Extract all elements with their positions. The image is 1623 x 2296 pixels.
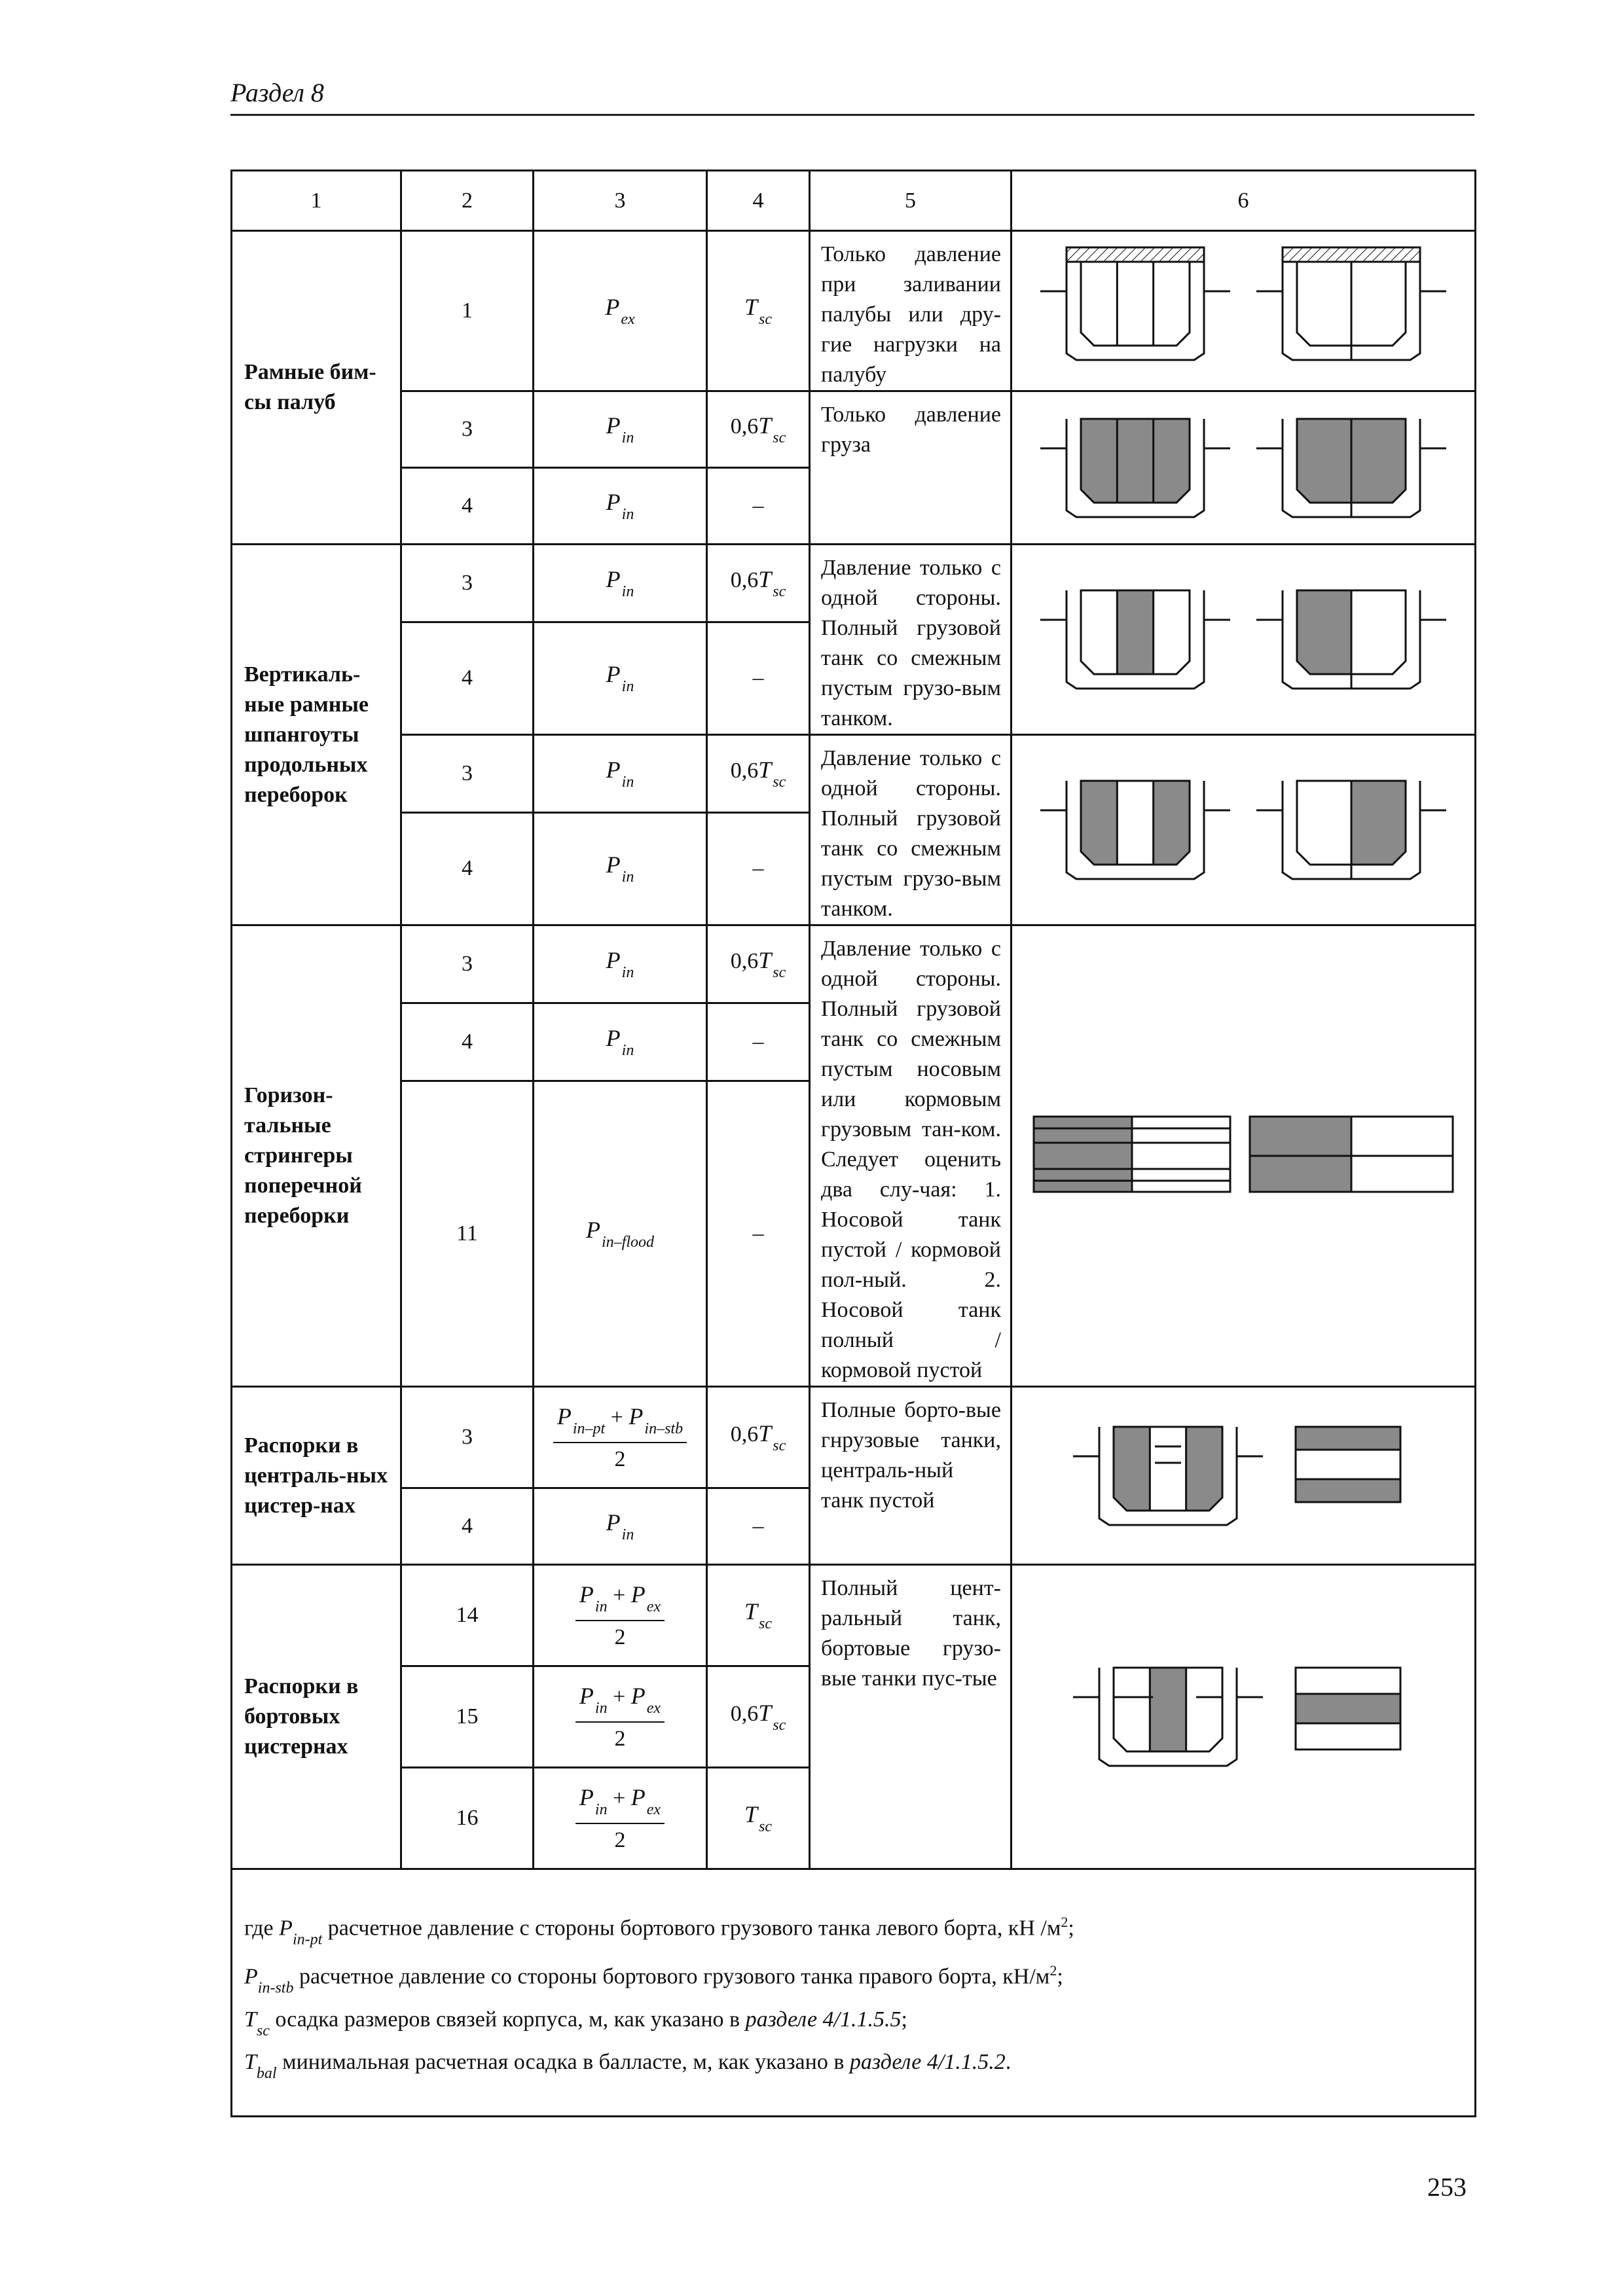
load-symbol <box>606 412 634 446</box>
draught-value <box>744 1801 773 1835</box>
symbol-sub: in <box>621 964 634 981</box>
footnote-tail: ; <box>1068 1916 1074 1941</box>
footnote-text: минимальная расчетная осадка в балласте, м, как указано в <box>282 2049 850 2074</box>
load-case-cell: 3 <box>401 735 534 813</box>
load-cell <box>534 1387 707 1488</box>
symbol-sub: in <box>621 1042 634 1060</box>
footnote-text: расчетное давление с стороны бортового грузового танка левого борта, кН /м <box>327 1916 1061 1941</box>
draught-cell <box>707 925 810 1003</box>
draught-value <box>744 294 773 328</box>
description-cell: Давление только с одной стороны. Полный грузовой танк со смежным пустым грузо-вым танком. <box>810 735 1012 925</box>
draught-value <box>730 947 786 981</box>
load-case-cell: 11 <box>401 1081 534 1387</box>
footnote-where: где <box>244 1916 274 1941</box>
draught-coef: 0,6 <box>730 1422 759 1446</box>
symbol-var: P <box>556 1403 572 1429</box>
symbol-var: P <box>606 947 621 973</box>
symbol-sub: in–flood <box>601 1234 654 1251</box>
load-cell <box>534 1488 707 1565</box>
description-cell: Полные борто-вые гнрузовые танки, централь-ный танк пустой <box>810 1387 1012 1565</box>
structural-element-cell: Горизон-тальные стрингеры поперечной переборки <box>232 925 401 1387</box>
draught-value <box>730 1420 786 1454</box>
symbol-var: P <box>579 1581 594 1607</box>
col-header-2: 2 <box>401 171 534 231</box>
footnote-row <box>232 1869 1476 2117</box>
superscript: 2 <box>1061 1914 1068 1930</box>
symbol-sub: in <box>621 583 634 600</box>
symbol-sub: sc <box>773 1717 786 1734</box>
load-cell <box>534 812 707 925</box>
structural-element-cell: Распорки в централь-ных цистер-нах <box>232 1387 401 1565</box>
footnote-line <box>244 2004 1463 2047</box>
table-row <box>232 1387 1476 1488</box>
col-header-5: 5 <box>810 171 1012 231</box>
load-cell <box>534 468 707 545</box>
scheme-cross-tie-wings <box>1060 1401 1427 1551</box>
description-cell: Только давление груза <box>810 391 1012 545</box>
symbol-var: P <box>630 1683 646 1709</box>
load-case-cell: 1 <box>401 231 534 391</box>
load-case-cell: 4 <box>401 1488 534 1565</box>
symbol-sub: sc <box>773 429 786 446</box>
load-case-cell: 4 <box>401 812 534 925</box>
load-fraction <box>553 1403 687 1472</box>
symbol-sub: ex <box>646 1801 661 1818</box>
scheme-cell <box>1012 1565 1476 1869</box>
plus-sign: + <box>607 1685 631 1709</box>
symbol-sub: in <box>621 506 634 523</box>
symbol-sub: ex <box>646 1598 661 1615</box>
load-fraction <box>575 1682 665 1751</box>
table-row <box>232 925 1476 1003</box>
fraction-denominator: 2 <box>614 1447 626 1471</box>
draught-coef: 0,6 <box>730 758 759 783</box>
symbol-sub: sc <box>773 583 786 600</box>
symbol-sub: in-stb <box>257 1979 294 1997</box>
plus-sign: + <box>607 1786 631 1810</box>
scheme-cell <box>1012 925 1476 1387</box>
draught-value <box>753 856 764 880</box>
fraction-denominator: 2 <box>614 1727 626 1751</box>
load-symbol <box>606 489 634 523</box>
symbol-var: T <box>758 756 772 783</box>
footnote-cell <box>232 1869 1476 2117</box>
symbol-sub: sc <box>759 1615 773 1632</box>
load-symbol <box>606 1025 634 1060</box>
load-symbol <box>606 756 634 791</box>
fraction-numerator <box>575 1784 665 1824</box>
draught-coef: 0,6 <box>730 949 759 973</box>
symbol-var: T <box>744 1598 758 1624</box>
symbol-sub: in–stb <box>644 1420 684 1437</box>
load-case-cell: 4 <box>401 468 534 545</box>
symbol-var: T <box>758 565 772 592</box>
draught-cell <box>707 622 810 734</box>
footnote-text: осадка размеров связей корпуса, м, как указано в <box>275 2007 746 2032</box>
load-cell <box>534 925 707 1003</box>
footnote-tail: . <box>1005 2049 1012 2074</box>
plus-sign: + <box>605 1405 629 1429</box>
load-case-cell: 4 <box>401 622 534 734</box>
symbol-sub: sc <box>759 311 773 328</box>
fraction-numerator <box>553 1403 687 1443</box>
superscript: 2 <box>1049 1962 1057 1979</box>
load-case-cell: 14 <box>401 1565 534 1666</box>
symbol-var: T <box>244 2007 257 2032</box>
draught-coef: 0,6 <box>730 414 759 439</box>
load-cases-table <box>230 170 1476 2117</box>
load-cell <box>534 1666 707 1768</box>
symbol-sub: ex <box>646 1700 661 1717</box>
draught-cell <box>707 1387 810 1488</box>
symbol-var: P <box>585 1217 600 1244</box>
load-fraction <box>575 1581 665 1650</box>
symbol-var: T <box>758 947 772 973</box>
symbol-var: P <box>579 1784 594 1810</box>
symbol-var: P <box>630 1581 646 1607</box>
col-header-4: 4 <box>707 171 810 231</box>
scheme-wings-full <box>1027 755 1459 905</box>
table-row <box>232 231 1476 391</box>
symbol-sub: sc <box>773 964 786 981</box>
fraction-numerator <box>575 1581 665 1621</box>
draught-cell <box>707 1081 810 1387</box>
draught-cell <box>707 812 810 925</box>
scheme-cell <box>1012 391 1476 545</box>
symbol-var: P <box>629 1403 644 1429</box>
draught-cell <box>707 1666 810 1768</box>
section-reference: разделе 4/1.1.5.2 <box>849 2049 1006 2074</box>
symbol-sub: sc <box>256 2022 270 2039</box>
scheme-deck-cargo <box>1027 393 1459 543</box>
table-row <box>232 391 1476 468</box>
symbol-sub: sc <box>773 773 786 791</box>
footnote-text: расчетное давление со стороны бортового грузового танка правого борта, кН/м <box>299 1964 1050 1989</box>
symbol-var: P <box>579 1683 594 1709</box>
symbol-var: T <box>758 1700 772 1726</box>
draught-value <box>753 666 764 690</box>
dash: – <box>752 1514 764 1538</box>
symbol-var: T <box>744 294 758 320</box>
symbol-sub: in-pt <box>292 1931 323 1948</box>
symbol-var: P <box>606 565 621 592</box>
load-cell <box>534 735 707 813</box>
symbol-sub: in <box>621 869 634 886</box>
load-cell <box>534 622 707 734</box>
symbol-var: P <box>630 1784 646 1810</box>
symbol-var: P <box>605 294 620 320</box>
symbol-var: T <box>758 412 772 439</box>
footnote-tail: ; <box>1057 1964 1063 1989</box>
header-rule <box>230 114 1474 116</box>
load-symbol <box>606 947 634 981</box>
symbol-var: T <box>758 1420 772 1446</box>
draught-value <box>730 756 786 791</box>
structural-element-cell: Рамные бим-сы палуб <box>232 231 401 545</box>
load-case-cell: 16 <box>401 1768 534 1869</box>
description-cell: Давление только с одной стороны. Полный грузовой танк со смежным пустым носовым или кормовым грузовым тан-ком. Следует оценить два слу-чая: 1. Носовой танк пустой / кормовой пол-ный. 2. Носовой танк полный / кормовой пустой <box>810 925 1012 1387</box>
load-case-cell: 15 <box>401 1666 534 1768</box>
symbol-sub: sc <box>759 1818 773 1835</box>
symbol-var: P <box>606 756 621 783</box>
load-cell <box>534 1003 707 1081</box>
fraction-numerator <box>575 1682 665 1723</box>
draught-cell <box>707 391 810 468</box>
load-case-cell: 4 <box>401 1003 534 1081</box>
table-row <box>232 1565 1476 1666</box>
draught-cell <box>707 1003 810 1081</box>
dash: – <box>752 856 764 881</box>
load-cell <box>534 391 707 468</box>
symbol-var: P <box>606 1025 621 1052</box>
symbol-sub: in–pt <box>572 1420 606 1437</box>
draught-coef: 0,6 <box>730 567 759 592</box>
load-case-cell: 3 <box>401 925 534 1003</box>
symbol-var: P <box>606 852 621 878</box>
section-header: Раздел 8 <box>230 78 324 107</box>
load-symbol <box>606 565 634 600</box>
symbol-sub: in <box>594 1598 608 1615</box>
draught-cell <box>707 1488 810 1565</box>
scheme-cross-tie-center <box>1060 1641 1427 1792</box>
fraction-denominator: 2 <box>614 1828 626 1852</box>
scheme-cell <box>1012 231 1476 391</box>
load-symbol <box>606 1509 634 1543</box>
scheme-cell <box>1012 735 1476 925</box>
load-cell <box>534 1081 707 1387</box>
col-header-3: 3 <box>534 171 707 231</box>
load-symbol <box>585 1217 654 1251</box>
load-cell <box>534 1565 707 1666</box>
description-cell: Только давление при заливании палубы или дру-гие нагрузки на палубу <box>810 231 1012 391</box>
load-cell <box>534 545 707 622</box>
table-row <box>232 735 1476 813</box>
header-row <box>232 171 1476 231</box>
symbol-var: P <box>606 412 621 439</box>
symbol-sub: bal <box>256 2064 277 2082</box>
draught-value <box>753 1030 764 1054</box>
section-reference: разделе 4/1.1.5.5 <box>745 2007 902 2032</box>
dash: – <box>752 493 764 518</box>
description-cell: Полный цент-ральный танк, бортовые грузо-вые танки пус-тые <box>810 1565 1012 1869</box>
load-case-cell: 3 <box>401 391 534 468</box>
draught-value <box>753 1221 764 1246</box>
symbol-var: T <box>244 2049 257 2074</box>
draught-value <box>730 1700 786 1734</box>
symbol-var: P <box>606 1509 621 1535</box>
load-cell <box>534 231 707 391</box>
load-symbol <box>605 294 635 328</box>
draught-value <box>744 1598 773 1632</box>
load-symbol <box>606 852 634 886</box>
scheme-cell <box>1012 545 1476 735</box>
draught-value <box>753 493 764 518</box>
structural-element-cell: Вертикаль-ные рамные шпангоуты продольных переборок <box>232 545 401 925</box>
plus-sign: + <box>607 1583 631 1607</box>
draught-cell <box>707 231 810 391</box>
scheme-cell <box>1012 1387 1476 1565</box>
load-cell <box>534 1768 707 1869</box>
description-cell: Давление только с одной стороны. Полный грузовой танк со смежным пустым грузо-вым танком. <box>810 545 1012 735</box>
draught-value <box>730 412 786 446</box>
col-header-1: 1 <box>232 171 401 231</box>
symbol-sub: in <box>594 1700 608 1717</box>
symbol-sub: in <box>621 678 634 696</box>
scheme-plan-tanks <box>1021 1103 1466 1208</box>
dash: – <box>752 1221 764 1246</box>
symbol-sub: in <box>621 429 634 446</box>
draught-coef: 0,6 <box>730 1702 759 1726</box>
footnote-line <box>244 2047 1463 2089</box>
symbol-sub: in <box>621 773 634 791</box>
symbol-var: P <box>606 661 621 688</box>
footnote-tail: ; <box>901 2007 907 2032</box>
symbol-var: P <box>606 489 621 515</box>
symbol-var: P <box>279 1916 293 1941</box>
symbol-var: P <box>244 1964 258 1989</box>
footnote-line <box>244 1955 1463 2003</box>
symbol-var: T <box>744 1801 758 1827</box>
symbol-sub: ex <box>621 311 635 328</box>
draught-cell <box>707 735 810 813</box>
draught-value <box>730 565 786 600</box>
load-case-cell: 3 <box>401 545 534 622</box>
load-symbol <box>606 661 634 696</box>
dash: – <box>752 666 764 691</box>
fraction-denominator: 2 <box>614 1625 626 1649</box>
col-header-6: 6 <box>1012 171 1476 231</box>
draught-cell <box>707 468 810 545</box>
symbol-sub: sc <box>773 1437 786 1454</box>
draught-cell <box>707 1768 810 1869</box>
page-number: 253 <box>1427 2172 1467 2202</box>
footnote-line <box>244 1907 1463 1955</box>
load-fraction <box>575 1784 665 1853</box>
load-case-cell: 3 <box>401 1387 534 1488</box>
structural-element-cell: Распорки в бортовых цистернах <box>232 1565 401 1869</box>
draught-cell <box>707 1565 810 1666</box>
scheme-center-full <box>1027 564 1459 715</box>
dash: – <box>752 1030 764 1054</box>
table-row <box>232 545 1476 622</box>
table-body <box>232 171 1476 2117</box>
symbol-sub: in <box>621 1526 634 1543</box>
draught-cell <box>707 545 810 622</box>
draught-value <box>753 1514 764 1538</box>
symbol-sub: in <box>594 1801 608 1818</box>
scheme-deck-water <box>1027 236 1459 386</box>
